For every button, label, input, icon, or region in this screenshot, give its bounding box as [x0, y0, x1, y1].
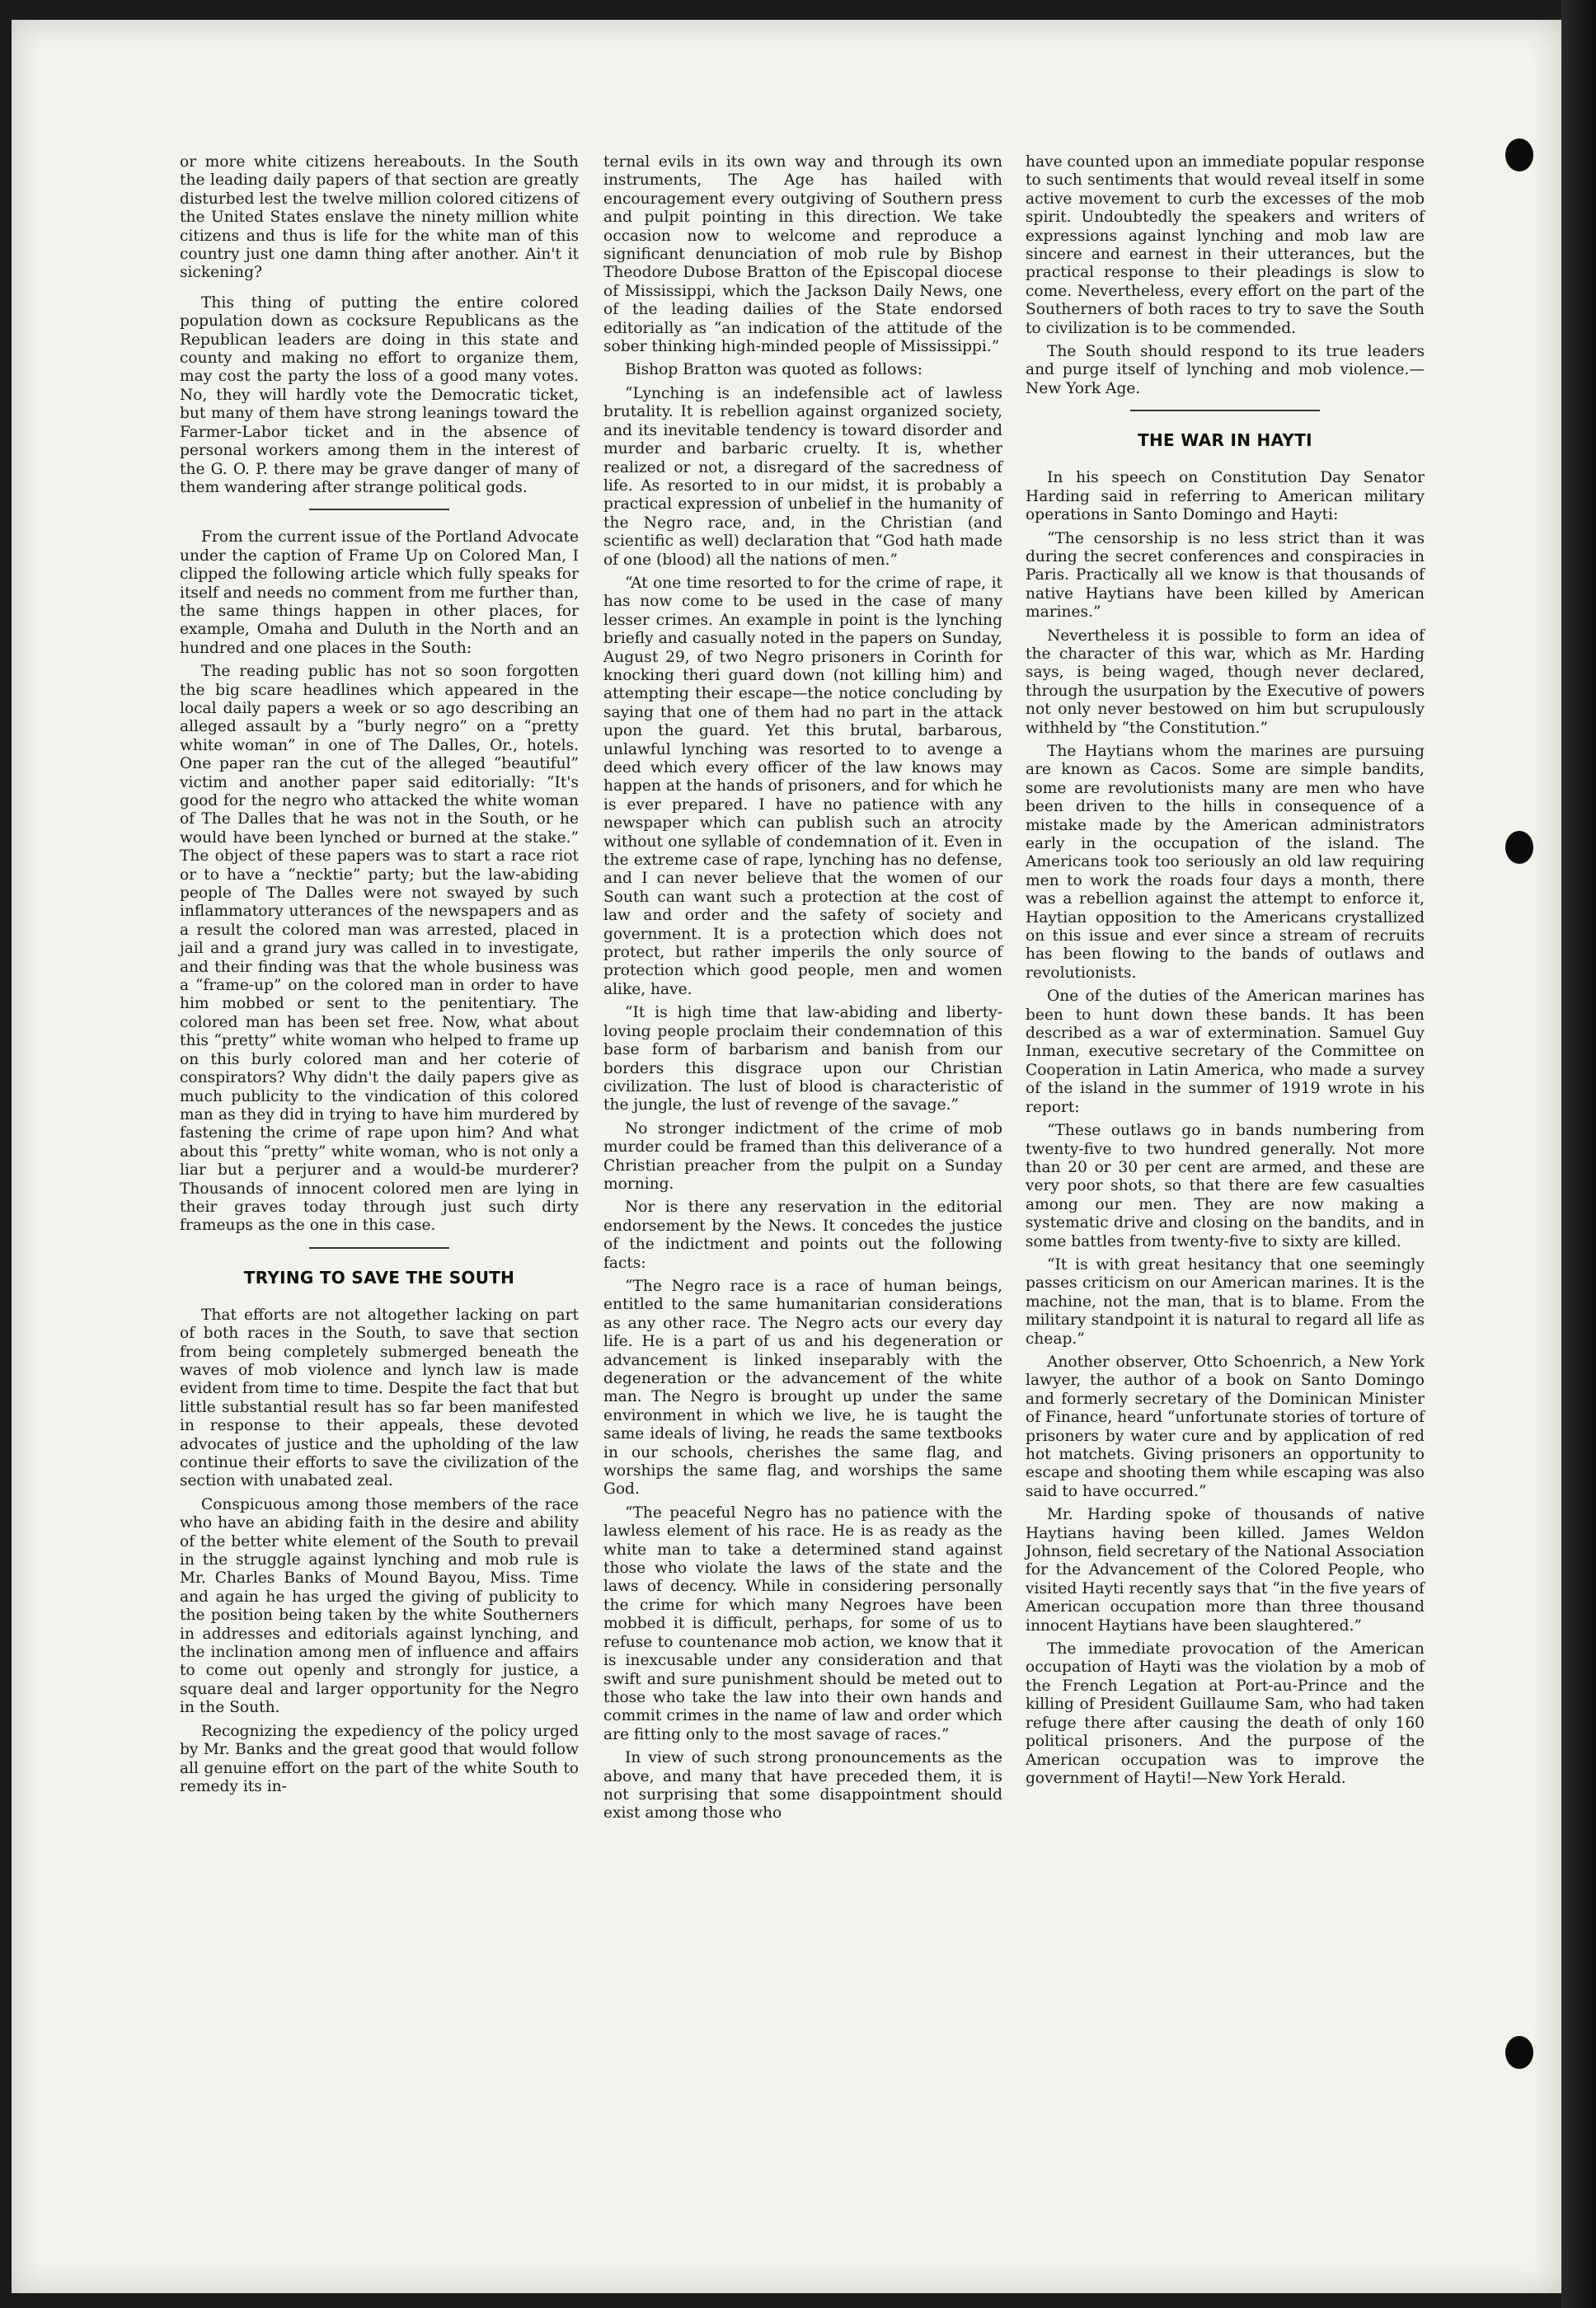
binder-hole [1505, 831, 1533, 864]
paragraph: Mr. Harding spoke of thousands of native Haytians having been killed. James Weldon Johnson, field secretary of the National Association for the Advancement of the Colored People, who visited Hayti recently says that “in the five years of American occupation more than three thousand innocent Haytians have been slaughtered.” [1026, 1506, 1425, 1635]
paragraph: Conspicuous among those members of the race who have an abiding faith in the desire and ability of the better white element of the South to prevail in the struggle against lynching and mob rule is Mr. Charles Banks of Mound Bayou, Miss. Time and again he has urged the giving of publicity to the position being taken by the white Southerners in addresses and editorials against lynching, and the inclination among men of influence and affairs to come out openly and strongly for justice, a square deal and larger opportunity for the Negro in the South. [180, 1495, 579, 1717]
paragraph: The Haytians whom the marines are pursuing are known as Cacos. Some are simple bandits, some are revolutionists many are men who have been driven to the hills in consequence of a mistake made by the American administrators early in the occupation of the island. The Americans took too seriously an old law requiring men to work the roads four days a month, there was a rebellion against the attempt to enforce it, Haytian opposition to the Americans crystallized on this issue and ever since a stream of recruits has been flowing to the bands of outlaws and revolutionists. [1026, 742, 1425, 982]
section-divider [309, 509, 449, 510]
paragraph: “The censorship is no less strict than it was during the secret conferences and conspiracies in Paris. Practically all we know is that thousands of native Haytians have been killed by American marines.” [1026, 529, 1425, 622]
paragraph: The reading public has not so soon forgotten the big scare headlines which appeared in the local daily papers a week or so ago describing an alleged assault by a “burly negro” on a “pretty white woman” in one of The Dalles, Or., hotels. One paper ran the cut of the alleged “beautiful” victim and another paper said editorially: “It's good for the negro who attacked the white woman of The Dalles that he was not in the South, or he would have been lynched or burned at the stake.” The object of these papers was to start a race riot or to have a “necktie” party; but the law-abiding people of The Dalles were not swayed by such inflammatory utterances of the newspapers and as a result the colored man was arrested, placed in jail and a grand jury was called in to investigate, and their finding was that the whole business was a “frame-up” on the colored man in order to have him mobbed or sent to the penitentiary. The colored man has been set free. Now, what about this “pretty” white woman who helped to frame up on this burly colored man and her coterie of conspirators? Why didn't the daily papers give as much publicity to the vindication of this colored man as they did in trying to have him murdered by fastening the crime of rape upon him? And what about this “pretty” white woman, who is not only a liar but a perjurer and a would-be murderer? Thousands of innocent colored men are lying in their graves today through just such dirty frameups as the one in this case. [180, 663, 579, 1235]
section-divider [309, 1247, 449, 1249]
paragraph: The immediate provocation of the American occupation of Hayti was the violation by a mob of the French Legation at Port-au-Prince and the killing of President Guillaume Sam, who had taken refuge there after causing the death of only 160 political prisoners. And the purpose of the American occupation was to improve the government of Hayti!—New York Herald. [1026, 1640, 1425, 1787]
paragraph: “These outlaws go in bands numbering from twenty-five to two hundred generally. Not more than 20 or 30 per cent are armed, and these are very poor shots, so that there are few casualties among our men. They are now making a systematic drive and closing on the bandits, and in some battles from twenty-five to sixty are killed. [1026, 1122, 1425, 1250]
paragraph: No stronger indictment of the crime of mob murder could be framed than this deliverance of a Christian preacher from the pulpit on a Sunday morning. [603, 1119, 1002, 1193]
paragraph: “At one time resorted to for the crime of rape, it has now come to be used in the case of many lesser crimes. An example in point is the lynching briefly and casually noted in the papers on Sunday, August 29, of two Negro prisoners in Corinth for knocking theri guard down (not killing him) and attempting their escape—the notice concluding by saying that one of them had no part in the attack upon the guard. Yet this brutal, barbarous, unlawful lynching was resorted to to avenge a deed which every officer of the law knows may happen at the hands of prisoners, and for which he is ever prepared. I have no patience with any newspaper which can publish such an atrocity without one syllable of condemnation of it. Even in the extreme case of rape, lynching has no defense, and I can never believe that the women of our South can want such a protection at the cost of law and order and the safety of society and government. It is a protection which does not protect, but rather imperils the only source of protection which good people, men and women alike, have. [603, 574, 1002, 998]
paragraph: Nevertheless it is possible to form an idea of the character of this war, which as Mr. Harding says, is being waged, though never declared, through the usurpation by the Executive of powers not only never bestowed on him but scrupulously withheld by “the Constitution.” [1026, 626, 1425, 737]
paragraph: “It is high time that law-abiding and liberty-loving people proclaim their condemnation of this base form of barbarism and banish from our borders this disgrace upon our Christian civilization. The lust of blood is characteristic of the jungle, the lust of revenge of the savage.” [603, 1004, 1002, 1114]
paragraph: Nor is there any reservation in the editorial endorsement by the News. It concedes the justice of the indictment and points out the following facts: [603, 1199, 1002, 1272]
scan-edge [1561, 0, 1596, 2308]
paragraph: This thing of putting the entire colored population down as cocksure Republicans as the Republican leaders are doing in this state and county and making no effort to organize them, may cost the party the loss of a good many votes. No, they will hardly vote the Democratic ticket, but many of them have strong leanings toward the Farmer-Labor ticket and in the absence of personal workers among them in the interest of the G. O. P. there may be grave danger of many of them wandering after strange political gods. [180, 293, 579, 496]
paragraph: The South should respond to its true leaders and purge itself of lynching and mob violence.—New York Age. [1026, 343, 1425, 397]
paragraph: In view of such strong pronouncements as the above, and many that have preceded them, it is not surprising that some disappointment should exist among those who [603, 1749, 1002, 1822]
column-3 [1026, 153, 1425, 1793]
column-1 [180, 153, 579, 1801]
paragraph: or more white citizens hereabouts. In the South the leading daily papers of that section are greatly disturbed lest the twelve million colored citizens of the United States enslave the ninety million white citizens and thus is life for the white man of this country just one damn thing after another. Ain't it sickening? [180, 153, 579, 282]
paragraph: Another observer, Otto Schoenrich, a New York lawyer, the author of a book on Santo Domingo and formerly secretary of the Dominican Minister of Finance, heard “unfortunate stories of torture of prisoners by water cure and by application of red hot matchets. Giving prisoners an opportunity to escape and shooting them while escaping was also said to have occurred.” [1026, 1353, 1425, 1500]
section-divider [1130, 410, 1320, 411]
paragraph: “The Negro race is a race of human beings, entitled to the same humanitarian considerations as any other race. The Negro acts our every day life. He is a part of us and his degeneration or advancement is linked inseparably with the degeneration or the advancement of the white man. The Negro is brought up under the same environment in which we live, he is taught the same ideals of living, he reads the same textbooks in our schools, cherishes the same flag, and worships the same flag, and worships the same God. [603, 1277, 1002, 1499]
paragraph: “It is with great hesitancy that one seemingly passes criticism on our American marines. It is the machine, not the man, that is to blame. From the military standpoint it is natural to regard all life as cheap.” [1026, 1255, 1425, 1348]
paragraph: In his speech on Constitution Day Senator Harding said in referring to American military operations in Santo Domingo and Hayti: [1026, 469, 1425, 524]
article-heading: THE WAR IN HAYTI [1138, 430, 1312, 451]
paragraph: Recognizing the expediency of the policy urged by Mr. Banks and the great good that would follow all genuine effort on the part of the white South to remedy its in- [180, 1722, 579, 1795]
paragraph: That efforts are not altogether lacking on part of both races in the South, to save that section from being completely submerged beneath the waves of mob violence and lynch law is made evident from time to time. Despite the fact that but little substantial result has so far been manifested in response to their appeals, these devoted advocates of justice and the upholding of the law continue their efforts to save the civilization of the section with unabated zeal. [180, 1306, 579, 1490]
paragraph: “Lynching is an indefensible act of lawless brutality. It is rebellion against organized society, and its inevitable tendency is toward disorder and murder and barbaric cruelty. It is, whether realized or not, a disregard of the sacredness of life. As resorted to in our midst, it is probably a practical expression of unbelief in the humanity of the Negro race, and, in the Christian (and scientific as well) declaration that “God hath made of one (blood) all the nations of men.” [603, 384, 1002, 569]
paragraph: ternal evils in its own way and through its own instruments, The Age has hailed with encouragement every outgiving of Southern press and pulpit pointing in this direction. We take occasion now to welcome and reproduce a significant denunciation of mob rule by Bishop Theodore Dubose Bratton of the Episcopal diocese of Mississippi, which the Jackson Daily News, one of the leading dailies of the State endorsed editorially as “an indication of the attitude of the sober thinking high-minded people of Mississippi.” [603, 153, 1002, 356]
binder-hole [1505, 2036, 1533, 2069]
article-heading: TRYING TO SAVE THE SOUTH [243, 1267, 515, 1288]
column-2 [603, 153, 1002, 1828]
binder-hole [1505, 138, 1533, 171]
paragraph: One of the duties of the American marines has been to hunt down these bands. It has been described as a war of extermination. Samuel Guy Inman, executive secretary of the Committee on Cooperation in Latin America, who made a survey of the island in the summer of 1919 wrote in his report: [1026, 987, 1425, 1116]
paragraph: Bishop Bratton was quoted as follows: [625, 361, 923, 379]
paragraph: From the current issue of the Portland Advocate under the caption of Frame Up on Colored Man, I clipped the following article which fully speaks for itself and needs no comment from me further than, the same things happen in other places, for example, Omaha and Duluth in the North and an hundred and one places in the South: [180, 528, 579, 657]
paragraph: have counted upon an immediate popular response to such sentiments that would reveal itself in some active movement to curb the excesses of the mob spirit. Undoubtedly the speakers and writers of expressions against lynching and mob law are sincere and earnest in their utterances, but the practical response to their pleadings is slow to come. Nevertheless, every effort on the part of the Southerners of both races to try to save the South to civilization is to be commended. [1026, 153, 1425, 337]
paragraph: “The peaceful Negro has no patience with the lawless element of his race. He is as ready as the white man to take a determined stand against those who violate the laws of the state and the laws of decency. While in considering personally the crime for which many Negroes have been mobbed it is difficult, perhaps, for some of us to refuse to countenance mob action, we know that it is inexcusable under any consideration and that swift and sure punishment should be meted out to those who take the law into their own hands and commit crimes in the name of law and order which are fitting only to the most savage of races.” [603, 1503, 1002, 1743]
